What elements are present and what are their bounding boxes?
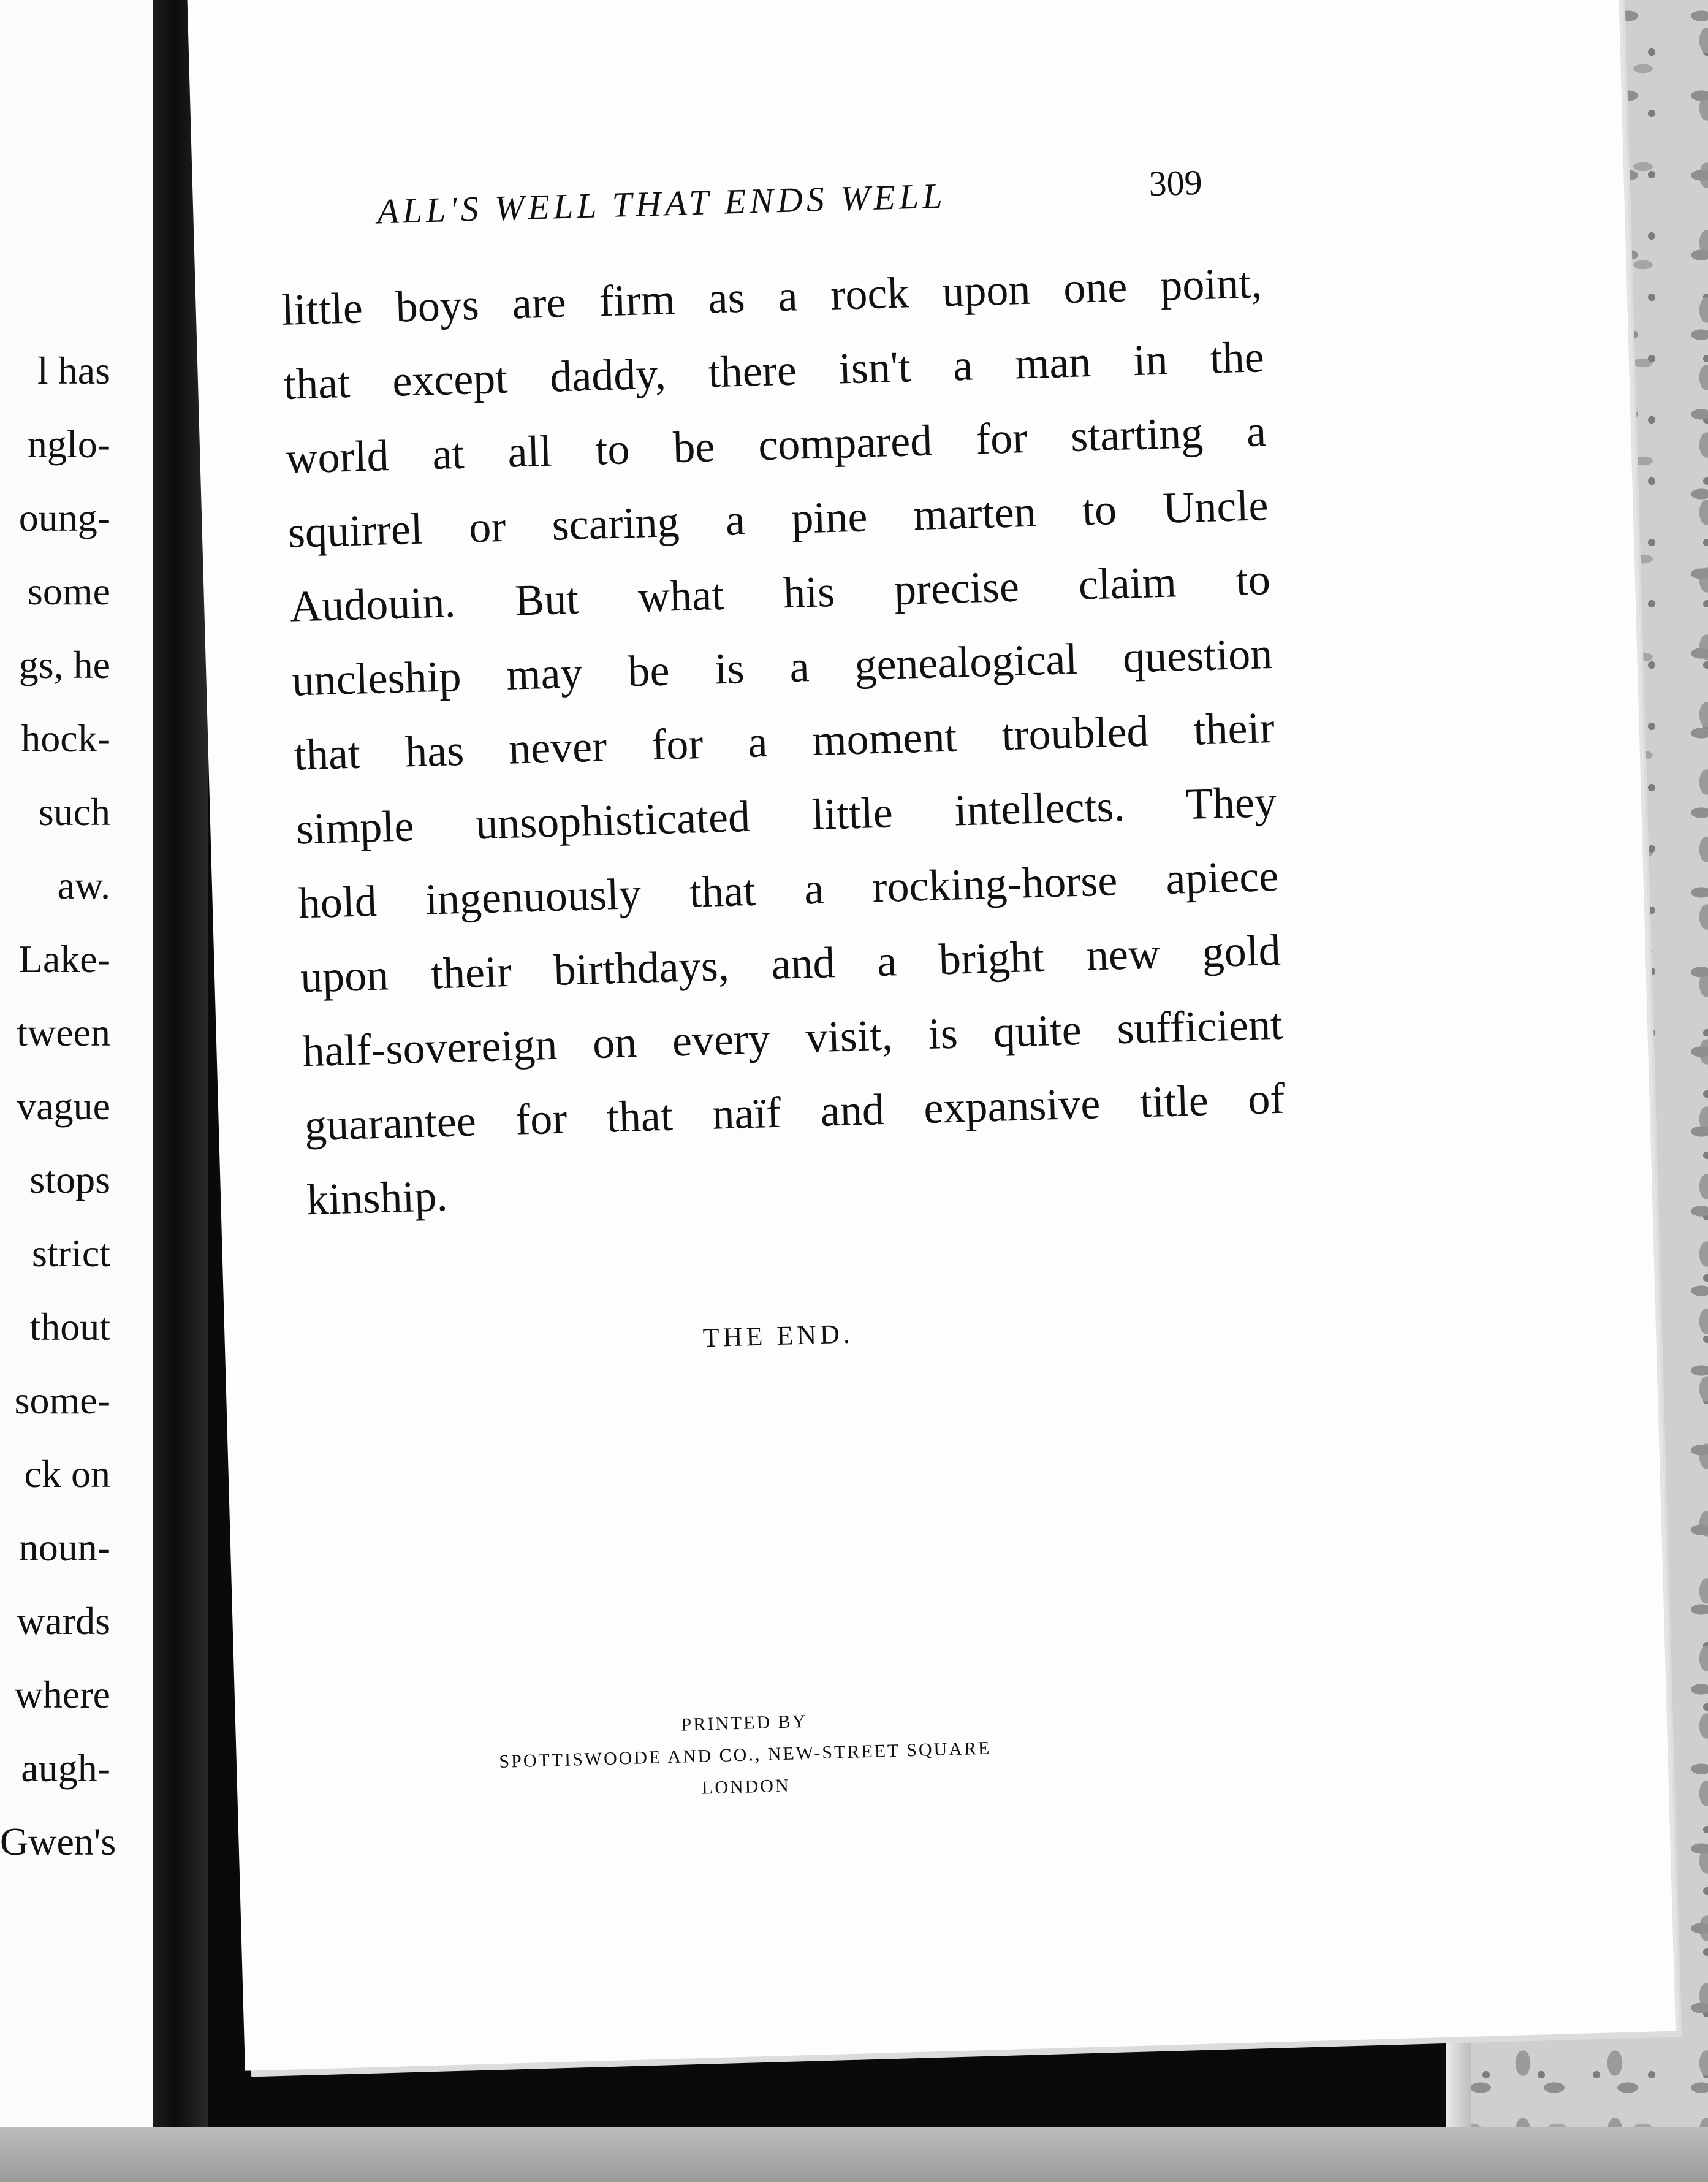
body-line: kinship. [306,1171,449,1225]
body-line: Audouin. But what his precise claim to [289,555,1271,631]
left-line: aw. [57,864,110,907]
body-line: world at all to be compared for starting a [285,406,1267,483]
left-line: vague [17,1084,110,1128]
body-line: simple unsophisticated little intellects. They [295,777,1277,854]
imprint-line: PRINTED BY [681,1711,808,1735]
left-line: Lake- [18,937,110,981]
body-line: that has never for a moment troubled their [293,702,1275,780]
imprint-line: SPOTTISWOODE AND CO., NEW-STREET SQUARE [498,1738,992,1772]
left-line: wards [17,1599,110,1643]
body-line: guarantee for that naïf and expansive title of [303,1073,1286,1150]
left-line: tween [17,1011,110,1054]
left-facing-page [0,0,153,2182]
body-line: little boys are firm as a rock upon one point, [281,258,1263,335]
left-line: gs, he [18,643,110,686]
body-paragraph [281,246,1288,1237]
left-line: hock- [21,717,110,760]
left-line: noun- [18,1526,110,1569]
body-line: squirrel or scaring a pine marten to Uncle [287,481,1269,557]
left-line: Gwen's [0,1820,116,1863]
the-end-heading: THE END. [702,1318,854,1353]
left-line: where [14,1673,110,1716]
left-line: stops [29,1158,110,1201]
body-line: hold ingenuously that a rocking-horse apiece [297,851,1280,928]
running-head: ALL'S WELL THAT ENDS WELL [376,175,947,232]
left-line: some- [14,1378,110,1422]
left-line: augh- [21,1746,110,1790]
printer-imprint [419,1698,1071,1812]
body-line: half-sovereign on every visit, is quite sufficient [302,999,1284,1076]
body-line: upon their birthdays, and a bright new gold [300,925,1281,1002]
left-line: l has [37,349,110,392]
left-line: nglo- [27,422,110,466]
left-line: strict [32,1231,110,1275]
main-page [187,0,1676,2071]
left-page-text [0,334,147,1879]
page-number: 309 [1148,162,1203,204]
page-bottom-edge [0,2127,1708,2182]
body-line: uncleship may be is a genealogical question [291,628,1273,705]
left-line: such [38,790,110,834]
imprint-line: LONDON [701,1775,791,1798]
body-line: that except daddy, there isn't a man in the [283,332,1265,409]
left-line: ck on [24,1452,110,1496]
left-line: oung- [18,496,110,539]
left-line: thout [29,1305,110,1348]
left-line: some [27,569,110,613]
